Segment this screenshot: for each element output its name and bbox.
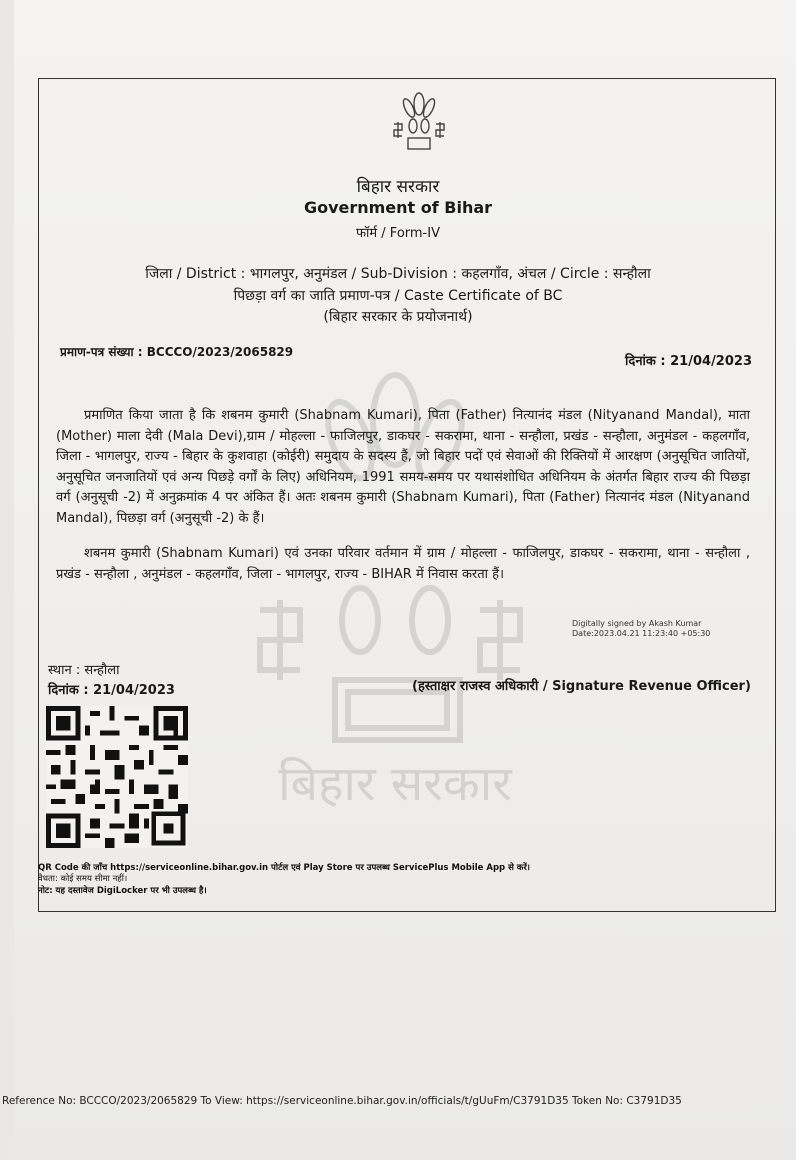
certificate-purpose: (बिहार सरकार के प्रयोजनार्थ) bbox=[323, 309, 473, 325]
certificate-body-paragraph-2: शबनम कुमारी (Shabnam Kumari) एवं उनका परिवार वर्तमान में ग्राम / मोहल्ला - फाजिलपुर, डाकघर - सकरामा, थाना - सन्हौला , प्रखंड - सन्हौला , अनुमंडल - कहलगाँव, जिला - भागलपुर, राज्य - BIHAR में निवास करता हैं। bbox=[56, 546, 750, 582]
qr-code[interactable] bbox=[46, 706, 188, 848]
form-label: फॉर्म / Form-IV bbox=[356, 226, 440, 241]
issue-date: दिनांक : 21/04/2023 bbox=[625, 354, 752, 369]
certificate-number: प्रमाण-पत्र संख्या : BCCCO/2023/2065829 bbox=[60, 345, 294, 359]
signature-date: दिनांक : 21/04/2023 bbox=[48, 683, 175, 698]
digilocker-note: नोट: यह दस्तावेज DigiLocker पर भी उपलब्ध है। bbox=[38, 886, 207, 896]
digital-signature-block bbox=[572, 619, 710, 639]
certificate-body-paragraph-1: प्रमाणित किया जाता है कि शबनम कुमारी (Shabnam Kumari), पिता (Father) नित्यानंद मंडल (Nityanand Mandal), माता (Mother) माला देवी (Mala Devi),ग्राम / मोहल्ला - फाजिलपुर, डाकघर - सकरामा, थाना - सन्हौला, प्रखंड - सन्हौला, अनुमंडल - कहलगाँव, जिला - भागलपुर, राज्य - बिहार के कुशवाहा (कोईरी) समुदाय के सदस्य हैं, जो बिहार पदों एवं सेवाओं की रिक्तियों में आरक्षण (अनुसूचित जातियों, अनुसूचित जनजातियों एवं अन्य पिछड़े वर्गों के लिए) अधिनियम, 1991 समय-समय पर यथासंशोधित अधिनियम के अंतर्गत बिहार राज्य की पिछड़ा वर्ग (अनुसूची -2) में अनुक्रमांक 4 पर अंकित हैं। अतः शबनम कुमारी (Shabnam Kumari), पिता (Father) नित्यानंद मंडल (Nityanand Mandal), पिछड़ा वर्ग (अनुसूची -2) के हैं। bbox=[56, 408, 750, 526]
certificate-title: पिछड़ा वर्ग का जाति प्रमाण-पत्र / Caste Certificate of BC bbox=[233, 288, 563, 304]
govt-title-hindi: बिहार सरकार bbox=[356, 177, 440, 197]
bihar-emblem-icon bbox=[388, 90, 450, 152]
govt-title-english: Government of Bihar bbox=[303, 198, 493, 217]
watermark-text: बिहार सरकार bbox=[278, 756, 512, 812]
digital-signer: Digitally signed by Akash Kumar bbox=[572, 619, 702, 628]
qr-verification-note: QR Code की जाँच https://serviceonline.bihar.gov.in पोर्टल एवं Play Store पर उपलब्ध ServicePlus Mobile App से करें। bbox=[38, 863, 531, 873]
signature-officer-title: (हस्ताक्षर राजस्व अधिकारी / Signature Revenue Officer) bbox=[412, 679, 751, 694]
footer-reference: Reference No: BCCCO/2023/2065829 To View: https://serviceonline.bihar.gov.in/officials/t/gUuFm/C3791D35 Token No: C3791D35 bbox=[2, 1095, 682, 1107]
district-line: जिला / District : भागलपुर, अनुमंडल / Sub-Division : कहलगाँव, अंचल / Circle : सन्हौला bbox=[145, 266, 651, 282]
digital-signature-date: Date:2023.04.21 11:23:40 +05:30 bbox=[572, 629, 711, 638]
validity-note: वैधता: कोई समय सीमा नहीं। bbox=[38, 874, 128, 884]
place-of-issue: स्थान : सन्हौला bbox=[48, 663, 120, 678]
